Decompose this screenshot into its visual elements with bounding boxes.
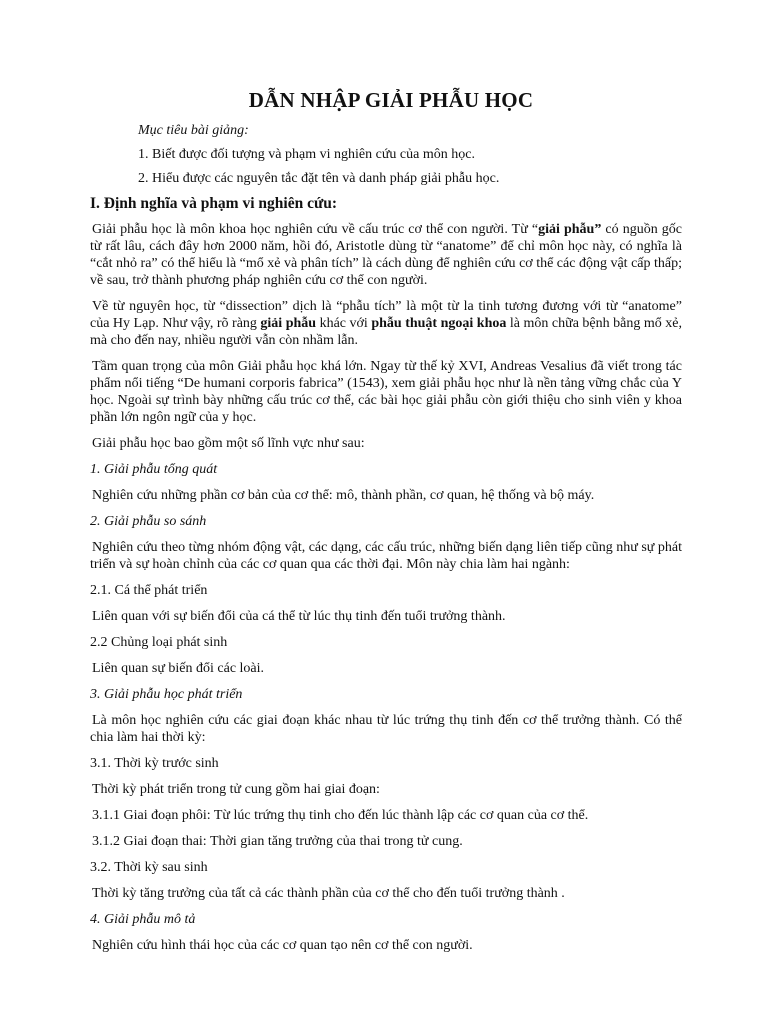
section-heading: I. Định nghĩa và phạm vi nghiên cứu: (90, 195, 338, 212)
paragraph-general-anatomy: Nghiên cứu những phần cơ bản của cơ thể: mô, thành phần, cơ quan, hệ thống và bộ máy. (92, 488, 595, 503)
paragraph-ontogeny: Liên quan với sự biến đổi của cá thể từ lúc thụ tinh đến tuổi trưởng thành. (92, 609, 506, 624)
paragraph-definition: Giải phẫu học là môn khoa học nghiên cứu về cấu trúc cơ thể con người. Từ “giải phẫu” có nguồn gốc từ rất lâu, cách đây hơn 2000 năm, hồi đó, Aristotle dùng từ “anatome” để chỉ môn học này, có nghĩa là “cắt nhỏ ra” có thể hiểu là “mổ xẻ và phân tích” là cách dùng để nghiên cứu cơ thể các động vật cấp thấp; về sau, trở thành phương pháp nghiên cứu cơ thể con người. (90, 222, 683, 288)
page-title: DẪN NHẬP GIẢI PHẪU HỌC (248, 88, 534, 112)
subheading-comparative-anatomy: 2. Giải phẫu so sánh (90, 514, 207, 529)
subheading-ontogeny: 2.1. Cá thể phát triển (90, 583, 208, 598)
paragraph-phylogeny: Liên quan sự biến đổi các loài. (92, 661, 265, 676)
paragraph-fetal-stage: 3.1.2 Giai đoạn thai: Thời gian tăng trưởng của thai trong tử cung. (92, 834, 463, 849)
paragraph-comparative-anatomy: Nghiên cứu theo từng nhóm động vật, các dạng, các cấu trúc, những biến dạng liên tiếp cũng như sự phát triển và sự hoàn chỉnh của các cơ quan qua các thời đại. Môn này chia làm hai ngành: (90, 540, 682, 572)
subheading-descriptive-anatomy: 4. Giải phẫu mô tả (90, 912, 196, 927)
subheading-postnatal: 3.2. Thời kỳ sau sinh (90, 860, 208, 875)
paragraph-prenatal: Thời kỳ phát triển trong tử cung gồm hai giai đoạn: (92, 782, 380, 797)
subheading-prenatal: 3.1. Thời kỳ trước sinh (90, 756, 219, 771)
objective-item: 1. Biết được đối tượng và phạm vi nghiên cứu của môn học. (138, 147, 475, 162)
paragraph-descriptive-anatomy: Nghiên cứu hình thái học của các cơ quan tạo nên cơ thể con người. (92, 938, 473, 953)
paragraph-fields-intro: Giải phẫu học bao gồm một số lĩnh vực như sau: (92, 436, 365, 451)
subheading-phylogeny: 2.2 Chủng loại phát sinh (90, 635, 228, 650)
paragraph-etymology: Về từ nguyên học, từ “dissection” dịch là “phẫu tích” là một từ la tinh tương đương với từ “anatome” của Hy Lạp. Như vậy, rõ ràng giải phẫu khác với phẫu thuật ngoại khoa là môn chữa bệnh bằng mổ xẻ, mà cho đến nay, nhiều người vẫn còn nhầm lẫn. (90, 299, 682, 348)
subheading-developmental-anatomy: 3. Giải phẫu học phát triển (90, 687, 243, 702)
paragraph-embryonic-stage: 3.1.1 Giai đoạn phôi: Từ lúc trứng thụ tinh cho đến lúc thành lập các cơ quan của cơ thể. (92, 808, 589, 823)
paragraph-developmental-anatomy: Là môn học nghiên cứu các giai đoạn khác nhau từ lúc trứng thụ tinh đến cơ thể trưởng thành. Có thể chia làm hai thời kỳ: (90, 713, 682, 745)
subheading-general-anatomy: 1. Giải phẫu tổng quát (90, 462, 218, 477)
paragraph-postnatal: Thời kỳ tăng trưởng của tất cả các thành phần của cơ thể cho đến tuổi trưởng thành . (92, 886, 565, 901)
objectives-label: Mục tiêu bài giảng: (138, 123, 249, 138)
paragraph-importance: Tầm quan trọng của môn Giải phẫu học khá lớn. Ngay từ thế kỷ XVI, Andreas Vesalius đã viết trong tác phẩm nổi tiếng “De humani corporis fabrica” (1543), xem giải phẫu học như là nền tảng vững chắc của Y học. Ngoài sự trình bày những cấu trúc cơ thể, các bài học giải phẫu còn giới thiệu cho sinh viên y khoa phần lớn ngôn ngữ của y học. (90, 359, 682, 425)
objective-item: 2. Hiểu được các nguyên tắc đặt tên và danh pháp giải phẫu học. (138, 171, 500, 186)
